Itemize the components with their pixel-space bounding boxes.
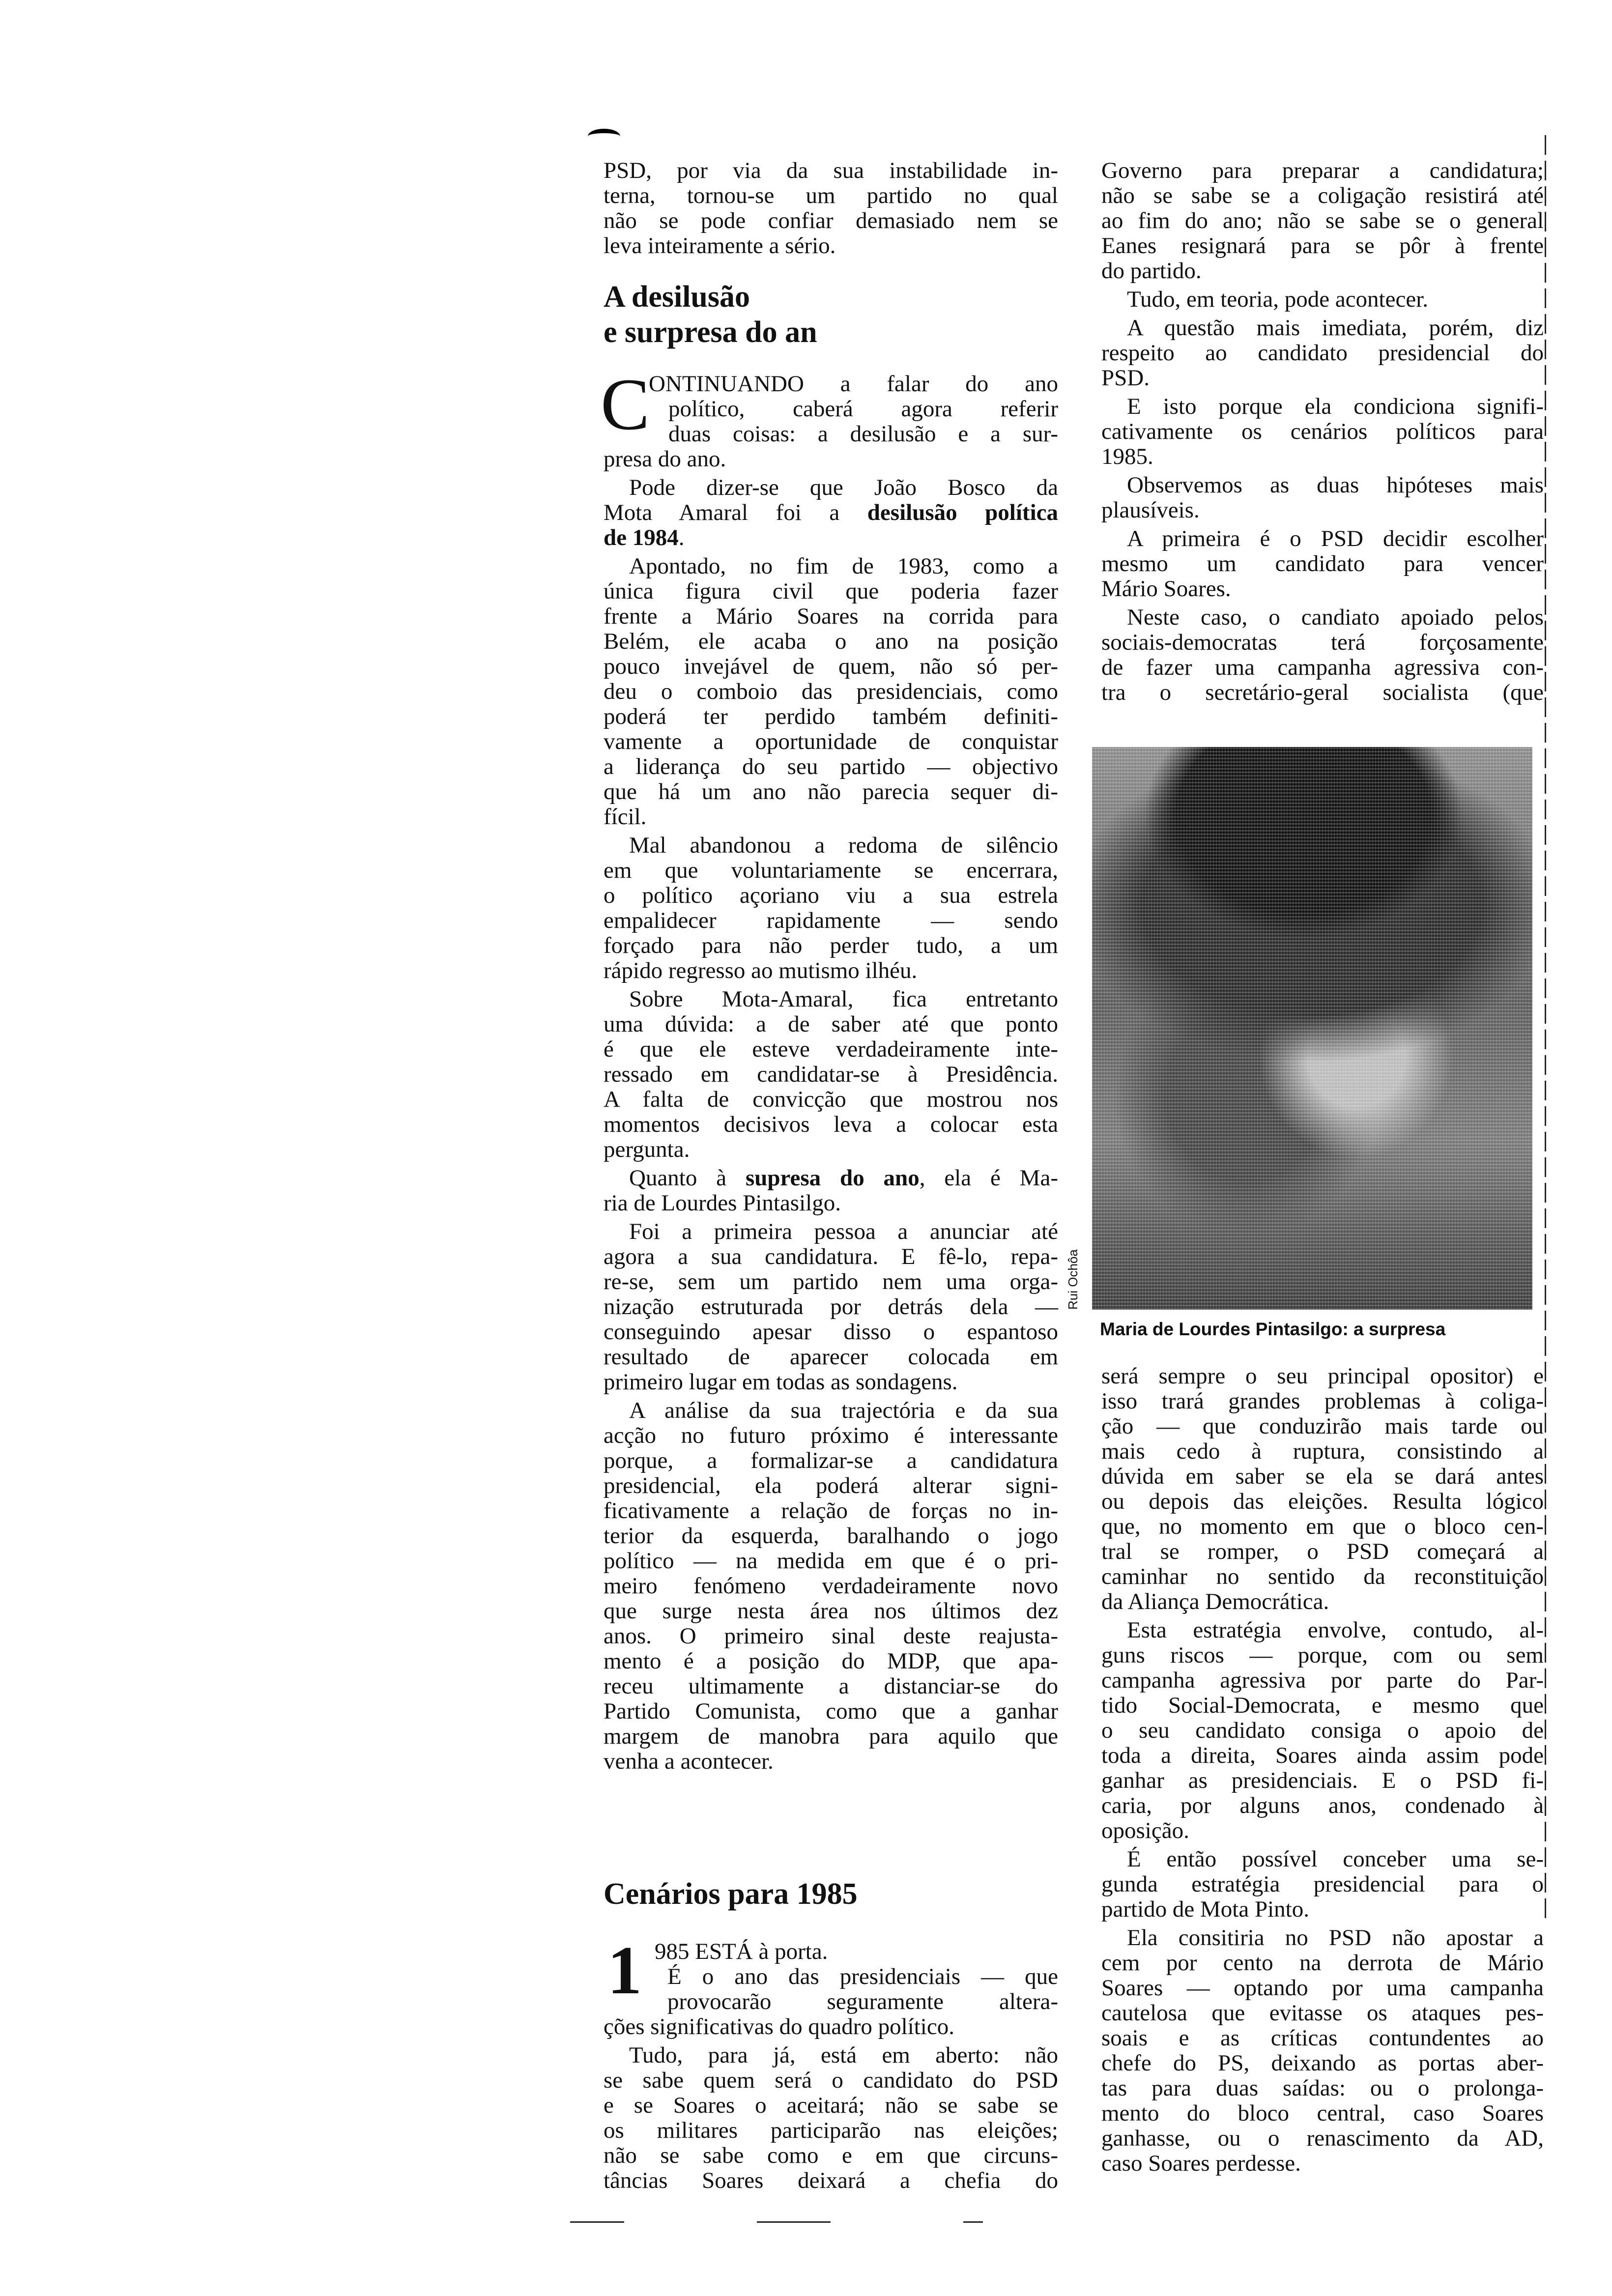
text-segment: .: [678, 525, 685, 550]
heading-line: e surpresa do an: [604, 316, 817, 349]
text-line: não se sabe se a coligação resistirá até: [1101, 183, 1544, 208]
paragraph: [604, 2043, 1058, 2193]
text-line: mento do bloco central, caso Soares: [1101, 2100, 1544, 2126]
text-line: acção no futuro próximo é interessante: [604, 1423, 1058, 1448]
text-line: caminhar no sentido da reconstituição: [1101, 1564, 1544, 1589]
text-line: ONTINUANDO a falar do ano: [649, 371, 1058, 397]
text-line: ficativamente a relação de forças no in-: [604, 1498, 1058, 1523]
text-line: cativamente os cenários políticos para: [1101, 419, 1544, 444]
text-segment: , ela é Ma-: [919, 1165, 1058, 1191]
text-line: Ela consitiria no PSD não apostar a: [1127, 1925, 1544, 1951]
column-1-bottom: [604, 1939, 1058, 2197]
text-line: a liderança do seu partido — objectivo: [604, 754, 1058, 779]
text-line: leva inteiramente a sério.: [604, 233, 836, 258]
paragraph: [604, 372, 1058, 472]
paragraph: [1101, 1925, 1544, 2176]
paragraph: [1101, 1364, 1544, 1614]
text-line: será sempre o seu principal opositor) e: [1101, 1363, 1544, 1389]
text-line: Governo para preparar a candidatura;: [1101, 158, 1544, 183]
text-line: Apontado, no fim de 1983, como a: [629, 553, 1058, 579]
text-line: fícil.: [604, 804, 647, 830]
text-line: tido Social-Democrata, e mesmo que: [1101, 1693, 1544, 1718]
section-heading-cenarios: Cenários para 1985: [604, 1877, 858, 1911]
column-2-bottom: [1101, 1364, 1544, 2180]
footer-rule: [570, 2221, 624, 2223]
footer-rule: [757, 2221, 831, 2223]
text-line: não se sabe como e em que circuns-: [604, 2143, 1058, 2168]
text-line: tral se romper, o PSD começará a: [1101, 1539, 1544, 1564]
bold-text: supresa do ano: [745, 1165, 920, 1191]
paragraph: [1101, 605, 1544, 705]
text-line: Belém, ele acaba o ano na posição: [604, 629, 1058, 654]
text-line: ressado em candidatar-se à Presidência.: [604, 1062, 1058, 1087]
text-line: terna, tornou-se um partido no qual: [604, 183, 1058, 208]
text-line: Neste caso, o candiato apoiado pelos: [1127, 604, 1544, 630]
photo-caption: Maria de Lourdes Pintasilgo: a surpresa: [1100, 1319, 1446, 1339]
paragraph: [1101, 287, 1544, 312]
text-line: presa do ano.: [604, 446, 726, 472]
text-line: tra o secretário-geral socialista (que: [1101, 680, 1544, 705]
text-line: os militares participarão nas eleições;: [604, 2118, 1058, 2143]
text-line: político, caberá agora referir: [668, 396, 1058, 422]
drop-cap: C: [601, 364, 650, 445]
paragraph: [1101, 473, 1544, 523]
text-line: conseguindo apesar disso o espantoso: [604, 1319, 1058, 1345]
text-line: margem de manobra para aquilo que: [604, 1723, 1058, 1749]
column-2-top: [1101, 158, 1544, 709]
column-1-top: [604, 158, 1058, 262]
text-line: mais cedo à ruptura, consistindo a: [1101, 1438, 1544, 1464]
text-line: pouco invejável de quem, não só per-: [604, 654, 1058, 679]
text-line: provocarão seguramente altera-: [667, 1989, 1058, 2014]
text-line: pergunta.: [604, 1137, 690, 1162]
text-line: 985 ESTÁ à porta.: [655, 1939, 828, 1964]
text-line: ções significativas do quadro político.: [604, 2014, 954, 2039]
text-line: PSD.: [1101, 365, 1150, 391]
text-line: ção — que conduzirão mais tarde ou: [1101, 1413, 1544, 1439]
text-line: [604, 500, 1058, 525]
text-line: caso Soares perdesse.: [1101, 2151, 1301, 2176]
text-line: Foi a primeira pessoa a anunciar até: [629, 1219, 1058, 1244]
text-line: empalidecer rapidamente — sendo: [604, 908, 1058, 933]
text-line: respeito ao candidato presidencial do: [1101, 340, 1544, 366]
text-line: que há um ano não parecia sequer di-: [604, 779, 1058, 804]
text-line: deu o comboio das presidenciais, como: [604, 679, 1058, 704]
text-line: Esta estratégia envolve, contudo, al-: [1127, 1617, 1544, 1643]
text-line: porque, a formalizar-se a candidatura: [604, 1448, 1058, 1473]
text-line: é que ele esteve verdadeiramente inte-: [604, 1036, 1058, 1062]
text-line: o seu candidato consiga o apoio de: [1101, 1718, 1544, 1743]
text-line: Observemos as duas hipóteses mais: [1127, 472, 1544, 498]
text-line: ganhar as presidenciais. E o PSD fi-: [1101, 1768, 1544, 1793]
paragraph: [604, 554, 1058, 830]
text-line: chefe do PS, deixando as portas aber-: [1101, 2050, 1544, 2076]
text-line: Mário Soares.: [1101, 576, 1231, 602]
section-heading-desilusao: [604, 279, 817, 350]
paragraph: [604, 1398, 1058, 1774]
text-line: ria de Lourdes Pintasilgo.: [604, 1190, 841, 1216]
text-line: nização estruturada por detrás dela —: [604, 1294, 1058, 1320]
bold-text: desilusão política: [867, 500, 1058, 525]
photo-credit: Rui Ochôa: [1065, 1249, 1080, 1310]
paragraph: [604, 1166, 1058, 1216]
text-line: isso trará grandes problemas à coliga-: [1101, 1388, 1544, 1414]
text-line: soais e as críticas contundentes ao: [1101, 2025, 1544, 2051]
text-line: receu ultimamente a distanciar-se do: [604, 1673, 1058, 1699]
text-line: É então possível conceber uma se-: [1127, 1846, 1544, 1872]
text-line: [604, 525, 1058, 550]
text-line: toda a direita, Soares ainda assim pode: [1101, 1743, 1544, 1768]
footer-rule: [963, 2221, 983, 2223]
text-line: caria, por alguns anos, condenado à: [1101, 1793, 1544, 1818]
text-line: A primeira é o PSD decidir escolher: [1127, 526, 1544, 551]
text-line: PSD, por via da sua instabilidade in-: [604, 158, 1058, 183]
column-1-main: [604, 372, 1058, 1778]
text-line: Eanes resignará para se pôr à frente: [1101, 233, 1544, 258]
text-line: É o ano das presidenciais — que: [667, 1964, 1058, 1989]
text-line: poderá ter perdido também definiti-: [604, 704, 1058, 729]
text-segment: Quanto à: [629, 1165, 746, 1191]
bold-text: de 1984: [604, 525, 679, 550]
text-line: anos. O primeiro sinal deste reajusta-: [604, 1623, 1058, 1649]
text-line: do partido.: [1101, 258, 1202, 284]
text-line: forçado para não perder tudo, a um: [604, 933, 1058, 958]
paragraph: [1101, 526, 1544, 602]
paragraph: [604, 987, 1058, 1162]
text-line: oposição.: [1101, 1818, 1189, 1843]
top-mark: [588, 129, 620, 144]
text-line: rápido regresso ao mutismo ilhéu.: [604, 958, 918, 983]
text-line: Soares — optando por uma campanha: [1101, 1975, 1544, 2001]
text-line: ou depois das eleições. Resulta lógico: [1101, 1489, 1544, 1514]
text-line: cem por cento na derrota de Mário: [1101, 1950, 1544, 1976]
text-line: Tudo, em teoria, pode acontecer.: [1127, 287, 1428, 312]
text-line: cautelosa que evitasse os ataques pes-: [1101, 2000, 1544, 2026]
paragraph: [604, 833, 1058, 983]
text-line: partido de Mota Pinto.: [1101, 1896, 1309, 1922]
paragraph: [604, 1219, 1058, 1395]
paragraph: [604, 158, 1058, 258]
text-line: Mal abandonou a redoma de silêncio: [629, 832, 1058, 858]
text-line: única figura civil que poderia fazer: [604, 578, 1058, 604]
text-line: se sabe quem será o candidato do PSD: [604, 2067, 1058, 2093]
text-line: A análise da sua trajectória e da sua: [629, 1398, 1058, 1423]
portrait-photo: [1092, 747, 1532, 1310]
text-line: não se pode confiar demasiado nem se: [604, 208, 1058, 233]
text-line: ganhasse, ou o renascimento da AD,: [1101, 2125, 1544, 2151]
text-line: guns riscos — porque, com ou sem: [1101, 1642, 1544, 1668]
text-line: frente a Mário Soares na corrida para: [604, 603, 1058, 629]
text-line: gunda estratégia presidencial para o: [1101, 1871, 1544, 1897]
text-line: tâncias Soares deixará a chefia do: [604, 2168, 1058, 2193]
text-line: ao fim do ano; não se sabe se o general: [1101, 208, 1544, 233]
text-line: 1985.: [1101, 444, 1153, 469]
paragraph: [1101, 1847, 1544, 1922]
text-line: mento é a posição do MDP, que apa-: [604, 1648, 1058, 1674]
text-line: plausíveis.: [1101, 497, 1200, 523]
text-line: terior da esquerda, baralhando o jogo: [604, 1523, 1058, 1549]
column-rule: [1545, 135, 1546, 1924]
paragraph: [604, 475, 1058, 550]
text-line: Sobre Mota-Amaral, fica entretanto: [629, 986, 1058, 1012]
text-line: uma dúvida: a de saber até que ponto: [604, 1011, 1058, 1037]
text-line: em que voluntariamente se encerrara,: [604, 858, 1058, 883]
text-line: E isto porque ela condiciona signifi-: [1127, 394, 1544, 419]
text-line: que surge nesta área nos últimos dez: [604, 1598, 1058, 1624]
text-line: vamente a oportunidade de conquistar: [604, 729, 1058, 754]
text-line: A questão mais imediata, porém, diz: [1127, 315, 1544, 341]
text-line: Pode dizer-se que João Bosco da: [629, 475, 1058, 500]
text-line: campanha agressiva por parte do Par-: [1101, 1667, 1544, 1693]
text-line: sociais-democratas terá forçosamente: [1101, 630, 1544, 655]
text-line: e se Soares o aceitará; não se sabe se: [604, 2093, 1058, 2118]
text-line: presidencial, ela poderá alterar signi-: [604, 1473, 1058, 1498]
drop-cap: 1: [607, 1932, 642, 2009]
text-line: momentos decisivos leva a colocar esta: [604, 1112, 1058, 1137]
paragraph: [604, 1939, 1058, 2039]
text-line: [604, 1166, 1058, 1191]
text-line: político — na medida em que é o pri-: [604, 1548, 1058, 1574]
text-line: primeiro lugar em todas as sondagens.: [604, 1369, 958, 1395]
heading-line: A desilusão: [604, 280, 750, 314]
paragraph: [1101, 394, 1544, 469]
text-line: venha a acontecer.: [604, 1749, 774, 1774]
paragraph: [1101, 1618, 1544, 1843]
text-line: duas coisas: a desilusão e a sur-: [668, 421, 1058, 447]
text-line: o político açoriano viu a sua estrela: [604, 883, 1058, 908]
text-line: A falta de convicção que mostrou nos: [604, 1087, 1058, 1112]
text-line: dúvida em saber se ela se dará antes: [1101, 1464, 1544, 1489]
paragraph: [1101, 316, 1544, 391]
text-line: Partido Comunista, como que a ganhar: [604, 1698, 1058, 1724]
text-line: que, no momento em que o bloco cen-: [1101, 1514, 1544, 1539]
text-line: da Aliança Democrática.: [1101, 1589, 1329, 1614]
text-line: Tudo, para já, está em aberto: não: [629, 2042, 1058, 2068]
text-segment: Mota Amaral foi a: [604, 500, 867, 525]
text-line: resultado de aparecer colocada em: [604, 1344, 1058, 1370]
text-line: meiro fenómeno verdadeiramente novo: [604, 1573, 1058, 1599]
text-line: agora a sua candidatura. E fê-lo, repa-: [604, 1244, 1058, 1269]
text-line: de fazer uma campanha agressiva con-: [1101, 655, 1544, 680]
text-line: mesmo um candidato para vencer: [1101, 551, 1544, 576]
text-line: re-se, sem um partido nem uma orga-: [604, 1269, 1058, 1294]
paragraph: [1101, 158, 1544, 284]
text-line: tas para duas saídas: ou o prolonga-: [1101, 2075, 1544, 2101]
